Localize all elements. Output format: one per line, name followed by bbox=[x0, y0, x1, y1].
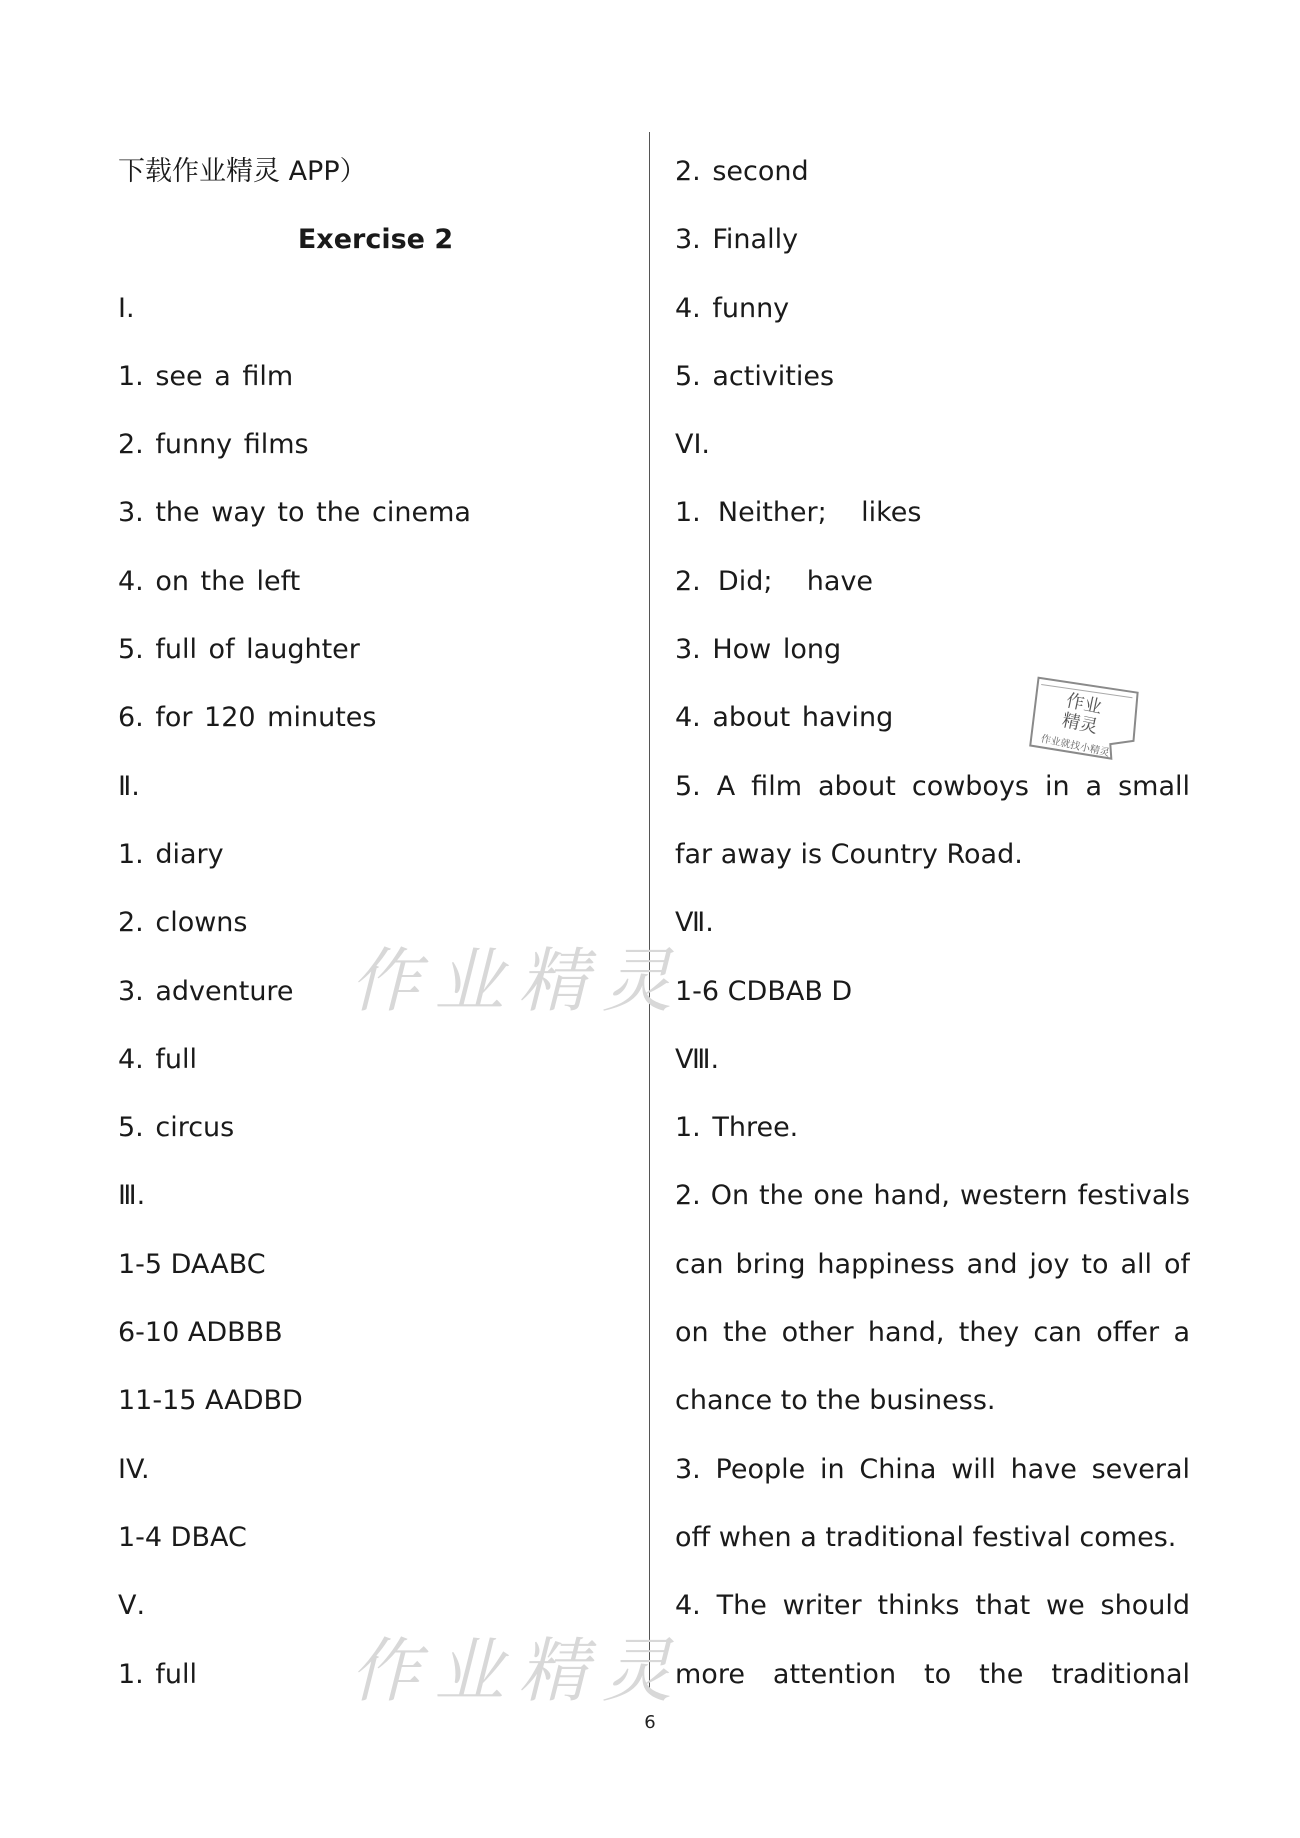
answer-line: 1-4 DBAC bbox=[118, 1521, 247, 1553]
stamp-caption: 作业就找小精灵 bbox=[1039, 733, 1111, 760]
stamp-subtitle: 精灵 bbox=[1060, 709, 1100, 738]
answer-line: 2. clowns bbox=[118, 907, 248, 939]
watermark-text: 作业精灵 bbox=[350, 940, 686, 1022]
answer-line: 1-5 DAABC bbox=[118, 1248, 266, 1280]
answer-line: chance to the business. bbox=[675, 1385, 996, 1417]
answer-line: 3. adventure bbox=[118, 975, 294, 1007]
answer-line: 1. Three. bbox=[675, 1112, 799, 1144]
section-heading: Ⅷ. bbox=[675, 1043, 720, 1075]
answer-line: 3. People in China will have several bbox=[675, 1453, 1190, 1485]
answer-line: 1. see a film bbox=[118, 360, 294, 392]
answer-line: 2. On the one hand, western festivals bbox=[675, 1180, 1190, 1212]
exercise-title: Exercise 2 bbox=[297, 224, 454, 256]
stamp-title: 作业 bbox=[1064, 690, 1104, 719]
right-column bbox=[675, 138, 1190, 1709]
section-heading: Ⅶ. bbox=[675, 907, 714, 939]
section-heading: IV. bbox=[118, 1453, 150, 1485]
answer-line: off when a traditional festival comes. bbox=[675, 1521, 1177, 1553]
section-heading: Ⅰ. bbox=[118, 292, 135, 324]
answer-line: 5. circus bbox=[118, 1112, 235, 1144]
answer-line: 4. on the left bbox=[118, 565, 301, 597]
section-heading: Ⅲ. bbox=[118, 1180, 146, 1212]
answer-line: 1-6 CDBAB D bbox=[675, 975, 853, 1007]
answer-line: 1. Neither; likes bbox=[675, 497, 922, 529]
answer-line: 6. for 120 minutes bbox=[118, 702, 377, 734]
answer-line: 5. A film about cowboys in a small bbox=[675, 770, 1190, 802]
answer-line: 2. Did; have bbox=[675, 565, 874, 597]
answer-line: 4. full bbox=[118, 1043, 197, 1075]
answer-line: 5. full of laughter bbox=[118, 634, 360, 666]
section-heading: Ⅱ. bbox=[118, 770, 140, 802]
header-note: 下载作业精灵 APP） bbox=[118, 156, 367, 187]
answer-line: 2. second bbox=[675, 156, 809, 187]
left-column bbox=[118, 138, 633, 1709]
answer-line: 6-10 ADBBB bbox=[118, 1317, 283, 1349]
answer-line: 3. How long bbox=[675, 634, 842, 666]
answer-line: 2. funny films bbox=[118, 429, 309, 461]
answer-line: far away is Country Road. bbox=[675, 838, 1023, 870]
section-heading: VI. bbox=[675, 429, 711, 461]
section-heading: Ⅴ. bbox=[118, 1590, 146, 1622]
answer-line: 1. diary bbox=[118, 838, 224, 870]
answer-line: 4. about having bbox=[675, 702, 894, 734]
answer-line: 4. The writer thinks that we should bbox=[675, 1590, 1190, 1622]
answer-line: 4. funny bbox=[675, 292, 790, 324]
stamp-logo bbox=[1020, 660, 1148, 768]
answer-line: more attention to the traditional bbox=[675, 1658, 1190, 1690]
watermark-text: 作业精灵 bbox=[350, 1630, 686, 1712]
column-divider bbox=[649, 132, 650, 1692]
answer-line: on the other hand, they can offer a bbox=[675, 1317, 1190, 1349]
page-number: 6 bbox=[644, 1712, 656, 1733]
answer-line: 11-15 AADBD bbox=[118, 1385, 303, 1417]
answer-line: 3. the way to the cinema bbox=[118, 497, 471, 529]
answer-line: 1. full bbox=[118, 1658, 197, 1690]
answer-line: 5. activities bbox=[675, 360, 835, 392]
answer-line: 3. Finally bbox=[675, 224, 799, 256]
answer-line: can bring happiness and joy to all of bbox=[675, 1248, 1190, 1280]
